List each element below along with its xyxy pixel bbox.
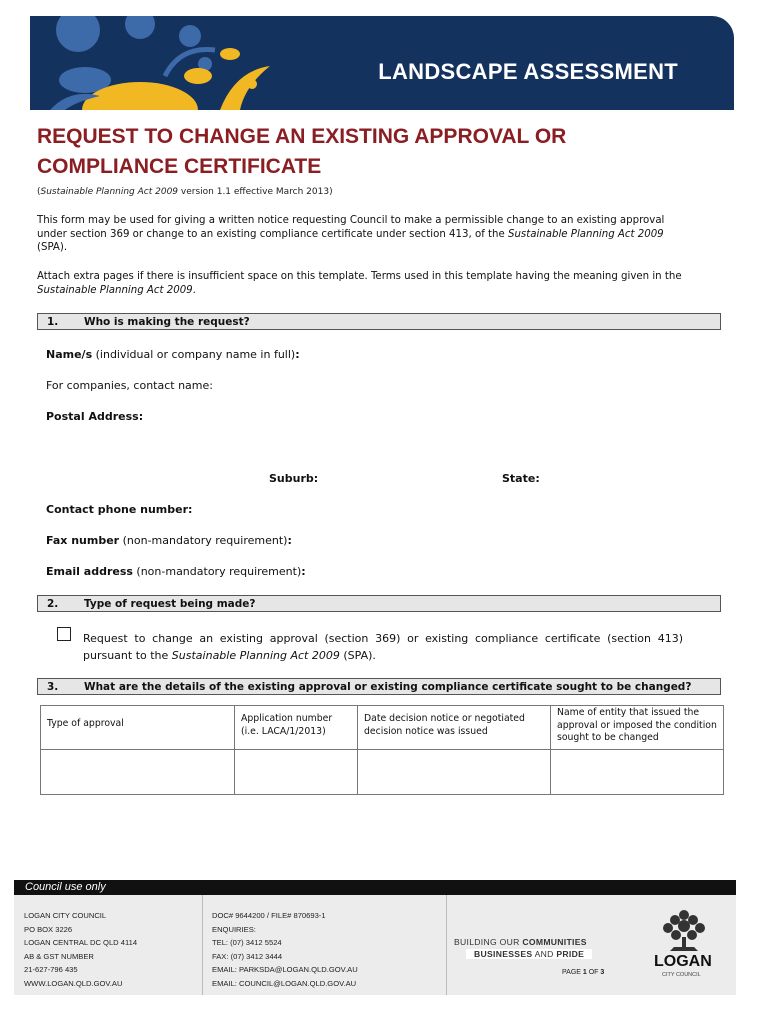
name-field[interactable]	[46, 348, 300, 361]
column-header: Date decision notice or negotiated decision notice was issued	[358, 706, 551, 750]
version-note	[37, 187, 333, 197]
banner-title: LANDSCAPE ASSESSMENT	[378, 59, 678, 84]
form-title-line-1: REQUEST TO CHANGE AN EXISTING APPROVAL OR	[37, 125, 567, 148]
column-header: Name of entity that issued the approval or imposed the condition sought to be changed	[551, 706, 724, 750]
state-field[interactable]: State:	[502, 472, 540, 485]
table-row	[41, 749, 724, 794]
name-label: Name/s	[46, 348, 93, 361]
tagline-bold: BUSINESSES	[474, 949, 533, 959]
email-link[interactable]: EMAIL: PARKSDA@LOGAN.QLD.GOV.AU	[212, 965, 358, 975]
council-contact-block	[212, 909, 358, 991]
version-act: Sustainable Planning Act 2009	[40, 187, 179, 197]
version-open: (	[37, 187, 41, 197]
footer-divider	[202, 895, 203, 995]
page-of: OF	[586, 969, 601, 976]
intro-act: Sustainable Planning Act 2009	[508, 228, 664, 240]
page-current: 1	[582, 969, 587, 976]
version-rest: version 1.1 effective March 2013)	[178, 187, 333, 197]
table-cell[interactable]	[358, 749, 551, 794]
table-cell[interactable]	[41, 749, 235, 794]
logo-subtitle: CITY COUNCIL	[662, 972, 701, 978]
section-1-title: Who is making the request?	[84, 316, 250, 328]
request-type-text: Request to change an existing approval (section 369) or existing compliance certificate (section 413) pursuant to the	[83, 632, 683, 662]
column-header: Type of approval	[41, 706, 235, 750]
fax-hint: (non-mandatory requirement)	[119, 534, 288, 547]
attach-paragraph	[37, 270, 687, 297]
form-title-line-2: COMPLIANCE CERTIFICATE	[37, 155, 322, 178]
fax-label: Fax number	[46, 534, 120, 547]
tagline-line-2	[466, 949, 592, 959]
request-type-checkbox[interactable]	[57, 627, 71, 641]
telephone: TEL: (07) 3412 5524	[212, 938, 282, 948]
form-title	[37, 122, 657, 182]
request-type-text-end: (SPA).	[339, 649, 376, 662]
footer-divider	[446, 895, 447, 995]
request-type-label	[83, 630, 683, 664]
address-line: AB & GST NUMBER	[24, 951, 94, 961]
intro-text: This form may be used for giving a written notice requesting Council to make a permissible change to an existing approval under section 369 or change to an existing compliance certificate under section 413, of the	[37, 215, 665, 240]
council-address-block	[24, 909, 137, 991]
email-link[interactable]: EMAIL: COUNCIL@LOGAN.QLD.GOV.AU	[212, 978, 357, 988]
name-hint: (individual or company name in full)	[92, 348, 296, 361]
section-2-header	[37, 595, 721, 612]
doc-file-number: DOC# 9644200 / FILE# 870693-1	[212, 911, 326, 920]
name-colon: :	[295, 348, 300, 361]
tagline-bold: COMMUNITIES	[522, 937, 587, 947]
request-type-act: Sustainable Planning Act 2009	[171, 649, 340, 662]
table-cell[interactable]	[235, 749, 358, 794]
attach-text-end: .	[192, 284, 196, 296]
email-field[interactable]	[46, 565, 306, 578]
tagline	[454, 937, 592, 959]
header-banner	[30, 16, 734, 110]
fax-field[interactable]	[46, 534, 292, 547]
address-line: 21-627-796 435	[24, 965, 78, 975]
page-total: 3	[600, 969, 605, 976]
address-line: PO BOX 3226	[24, 924, 73, 934]
attach-text: Attach extra pages if there is insufficient space on this template. Terms used in this template having the meaning given in the	[37, 271, 682, 282]
contact-name-field[interactable]: For companies, contact name:	[46, 379, 213, 392]
section-3-header	[37, 678, 721, 695]
page-number	[562, 969, 604, 976]
suburb-field[interactable]: Suburb:	[269, 472, 319, 485]
postal-address-field[interactable]: Postal Address:	[46, 410, 144, 423]
section-2-number: 2.	[47, 598, 59, 610]
phone-field[interactable]: Contact phone number:	[46, 503, 193, 516]
section-2-title: Type of request being made?	[84, 598, 256, 610]
fax: FAX: (07) 3412 3444	[212, 951, 283, 961]
section-1-header	[37, 313, 721, 330]
table-cell[interactable]	[551, 749, 724, 794]
approval-details-table	[40, 705, 724, 795]
website-link[interactable]: WWW.LOGAN.QLD.GOV.AU	[24, 978, 123, 988]
section-3-title: What are the details of the existing approval or existing compliance certificate sought to be changed?	[84, 681, 692, 693]
column-header: Application number (i.e. LACA/1/2013)	[235, 706, 358, 750]
intro-paragraph	[37, 214, 687, 255]
attach-act: Sustainable Planning Act 2009	[37, 284, 193, 296]
page-label: PAGE	[562, 969, 583, 976]
email-colon: :	[301, 565, 306, 578]
tagline-text: BUILDING OUR	[454, 937, 523, 947]
enquiries-label: ENQUIRIES:	[212, 924, 256, 934]
email-label: Email address	[46, 565, 133, 578]
email-hint: (non-mandatory requirement)	[132, 565, 302, 578]
fax-colon: :	[287, 534, 292, 547]
table-header-row	[41, 706, 724, 750]
council-use-label: Council use only	[25, 881, 106, 893]
tagline-text: AND	[532, 949, 557, 959]
council-use-bar	[14, 880, 736, 895]
address-line: LOGAN CITY COUNCIL	[24, 911, 107, 920]
intro-text-end: (SPA).	[37, 242, 68, 253]
tagline-bold: PRIDE	[556, 949, 585, 959]
section-1-number: 1.	[47, 316, 59, 328]
footer	[14, 895, 736, 995]
logo-wordmark: LOGAN	[654, 953, 712, 970]
address-line: LOGAN CENTRAL DC QLD 4114	[24, 938, 138, 948]
section-3-number: 3.	[47, 681, 59, 693]
